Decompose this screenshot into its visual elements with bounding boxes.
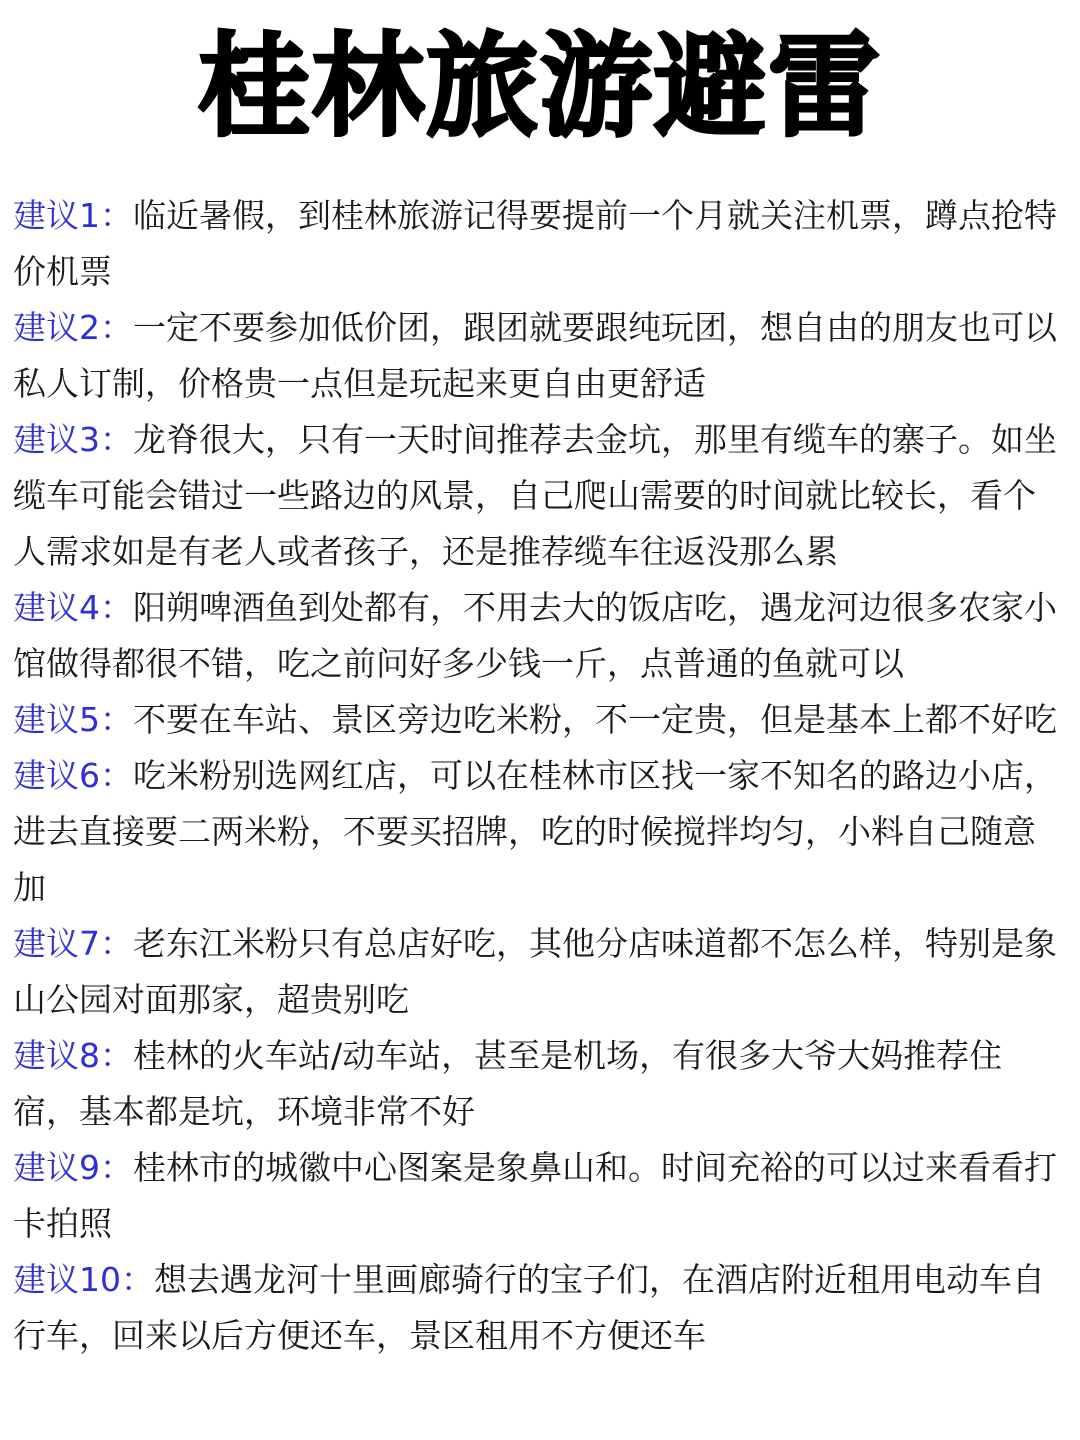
tip-label: 建议1： <box>13 196 133 235</box>
tip-label: 建议10： <box>13 1260 154 1299</box>
tip-text: 老东江米粉只有总店好吃，其他分店味道都不怎么样，特别是象山公园对面那家，超贵别吃 <box>13 924 1057 1019</box>
tip-item <box>13 748 1058 916</box>
tip-label: 建议6： <box>13 756 133 795</box>
tip-item <box>13 916 1058 1028</box>
tip-label: 建议2： <box>13 308 133 347</box>
tip-text: 一定不要参加低价团，跟团就要跟纯玩团，想自由的朋友也可以私人订制，价格贵一点但是玩起来更自由更舒适 <box>13 308 1057 403</box>
tip-label: 建议3： <box>13 420 133 459</box>
tip-label: 建议8： <box>13 1036 133 1075</box>
tip-item <box>13 1252 1058 1364</box>
tip-item <box>13 1140 1058 1252</box>
tip-text: 临近暑假，到桂林旅游记得要提前一个月就关注机票，蹲点抢特价机票 <box>13 196 1057 291</box>
tips-list <box>13 188 1058 1364</box>
tip-item <box>13 1028 1058 1140</box>
tip-text: 不要在车站、景区旁边吃米粉，不一定贵，但是基本上都不好吃 <box>133 700 1057 739</box>
tip-text: 龙脊很大，只有一天时间推荐去金坑，那里有缆车的寨子。如坐缆车可能会错过一些路边的风景，自己爬山需要的时间就比较长，看个人需求如是有老人或者孩子，还是推荐缆车往返没那么累 <box>13 420 1057 571</box>
tip-label: 建议4： <box>13 588 133 627</box>
tip-item <box>13 300 1058 412</box>
page-title: 桂林旅游避雷 <box>198 22 882 152</box>
tip-text: 桂林的火车站/动车站，甚至是机场，有很多大爷大妈推荐住宿，基本都是坑，环境非常不好 <box>13 1036 1003 1131</box>
tip-text: 想去遇龙河十里画廊骑行的宝子们，在酒店附近租用电动车自行车，回来以后方便还车，景区租用不方便还车 <box>13 1260 1045 1355</box>
tip-label: 建议5： <box>13 700 133 739</box>
tip-item <box>13 412 1058 580</box>
tip-text: 吃米粉别选网红店，可以在桂林市区找一家不知名的路边小店，进去直接要二两米粉，不要买招牌，吃的时候搅拌均匀，小料自己随意加 <box>13 756 1057 907</box>
tip-text: 阳朔啤酒鱼到处都有，不用去大的饭店吃，遇龙河边很多农家小馆做得都很不错，吃之前问好多少钱一斤，点普通的鱼就可以 <box>13 588 1057 683</box>
tip-item <box>13 692 1058 748</box>
tip-item <box>13 580 1058 692</box>
tip-text: 桂林市的城徽中心图案是象鼻山和。时间充裕的可以过来看看打卡拍照 <box>13 1148 1057 1243</box>
tip-item <box>13 188 1058 300</box>
tip-label: 建议7： <box>13 924 133 963</box>
tip-label: 建议9： <box>13 1148 133 1187</box>
